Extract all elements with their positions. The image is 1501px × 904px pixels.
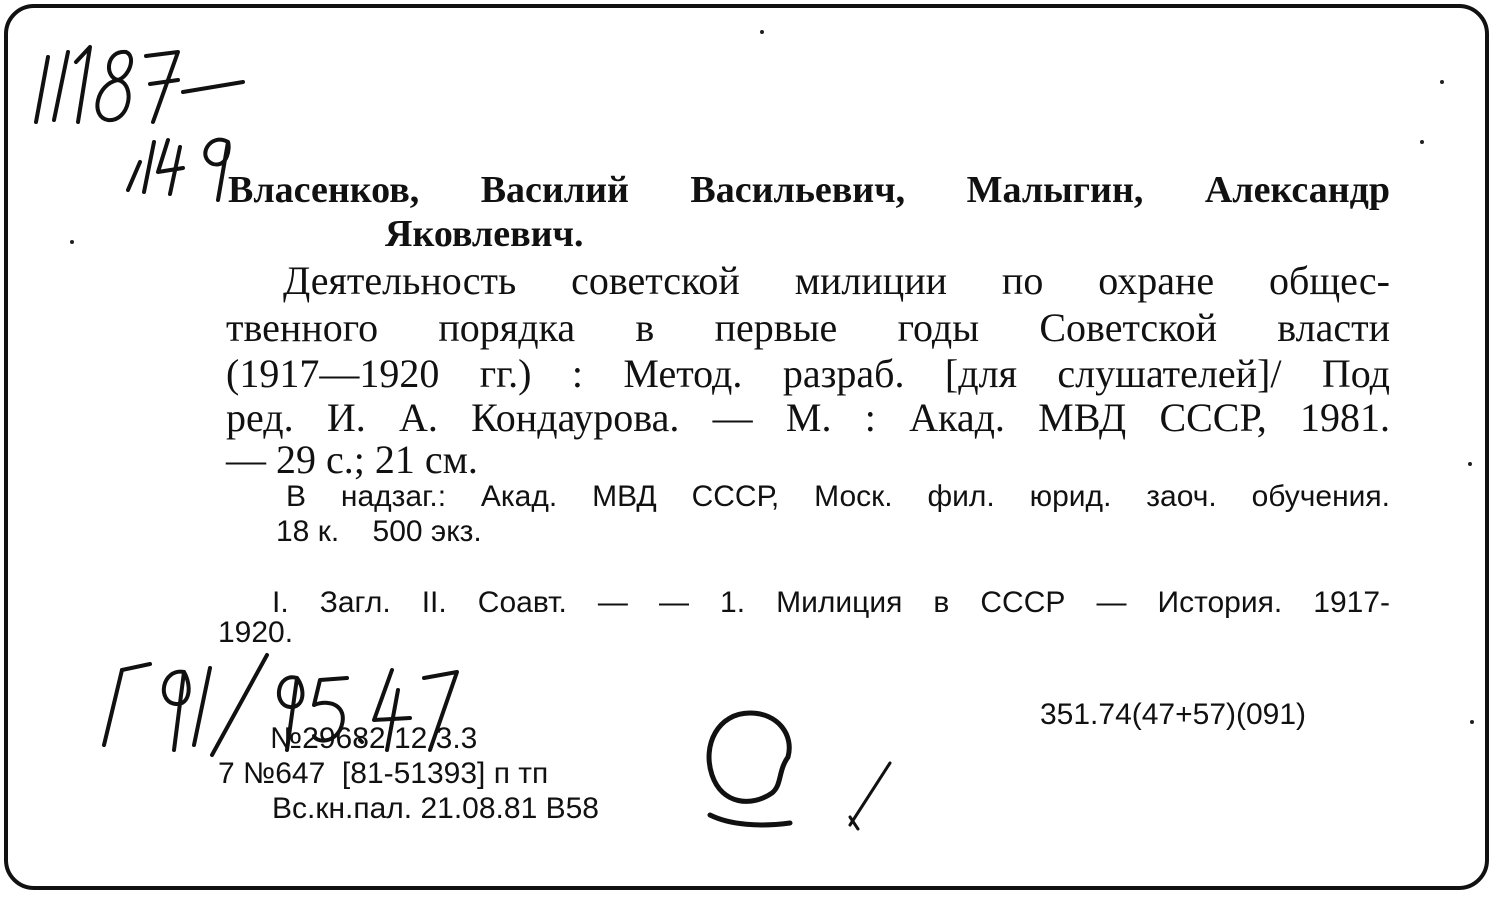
speck [1470, 720, 1474, 724]
tracing-line-1: I. Загл. II. Соавт. — — 1. Милиция в СССР — История. 1917- [272, 586, 1390, 619]
imprint-line-2: 7 №647 [81-51393] п тп [218, 757, 549, 790]
description-line-3: (1917—1920 гг.) : Метод. разраб. [для слушателей]/ Под [226, 351, 1390, 396]
note-line-1: В надзаг.: Акад. МВД СССР, Моск. фил. юрид. заоч. обучения. [286, 480, 1390, 513]
authors-line-1: Власенков, Василий Васильевич, Малыгин, Александр [228, 169, 1390, 211]
authors-line-2: Яковлевич. [385, 213, 584, 255]
tracing-line-2: 1920. [218, 616, 294, 649]
speck [1468, 462, 1472, 466]
speck [1440, 80, 1444, 84]
speck [70, 240, 74, 244]
imprint-line-1: №29682 12.3.3 [270, 722, 478, 755]
classification-code: 351.74(47+57)(091) [1040, 698, 1307, 731]
description-line-5: — 29 с.; 21 см. [226, 437, 478, 482]
speck [760, 30, 764, 34]
handwritten-number [18, 22, 258, 202]
speck [1420, 140, 1424, 144]
imprint-line-3: Вс.кн.пал. 21.08.81 В58 [272, 792, 599, 825]
description-line-2: твенного порядка в первые годы Советской власти [226, 305, 1390, 350]
price-and-copies: 18 к. 500 экз. [276, 515, 482, 548]
description-line-4: ред. И. А. Кондаурова. — М. : Акад. МВД СССР, 1981. [226, 395, 1390, 440]
description-line-1: Деятельность советской милиции по охране общес- [283, 258, 1390, 303]
tick-mark [838, 755, 908, 835]
circle-stamp-mark [690, 695, 820, 835]
